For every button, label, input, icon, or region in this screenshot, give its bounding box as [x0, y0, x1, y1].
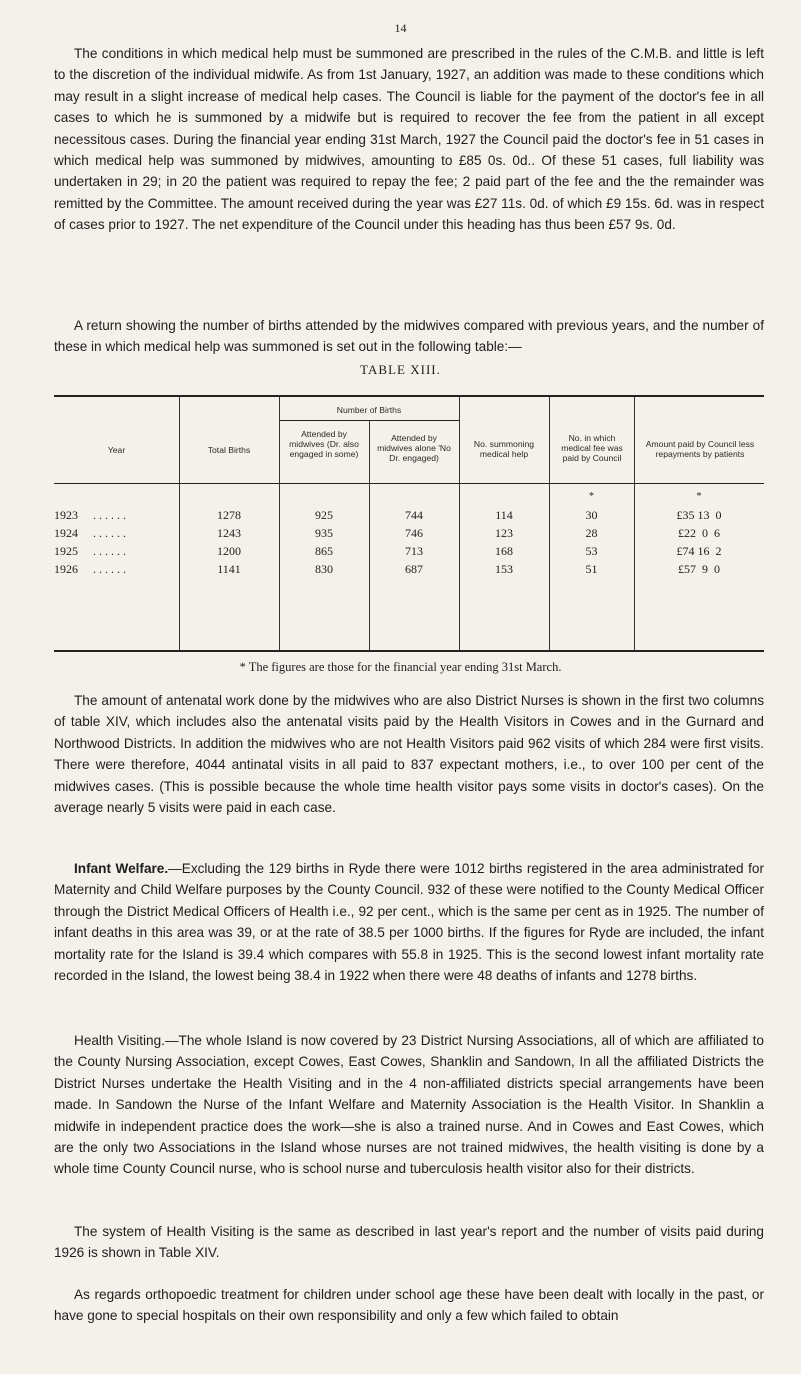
fee-footnote-marker: *	[589, 491, 594, 502]
column-divider	[549, 397, 550, 650]
table-top-rule	[54, 395, 764, 397]
cell-summoning: 123	[495, 526, 513, 540]
cell-fee-paid: 51	[585, 562, 598, 576]
column-divider	[459, 397, 460, 650]
cell-alone: 687	[405, 562, 423, 576]
cell-alone: 746	[405, 526, 423, 540]
cell-total-births: 1278	[217, 508, 241, 522]
births-table	[54, 395, 764, 652]
leader-dots: . . . . . .	[93, 562, 126, 576]
cell-summoning: 114	[495, 508, 513, 522]
cell-fee-paid: 53	[585, 544, 598, 558]
leader-dots: . . . . . .	[93, 508, 126, 522]
header-fee-paid: No. in which medical fee was paid by Council	[561, 433, 623, 463]
cell-fee-paid: 30	[585, 508, 598, 522]
amount-footnote-marker: *	[696, 491, 702, 502]
paragraph-return-intro: A return showing the number of births attended by the midwives compared with previous years, and the number of these in which medical help was summoned is set out in the following table:—	[54, 318, 764, 355]
paragraph-orthopoedic: As regards orthopoedic treatment for children under school age these have been dealt with locally in the past, or have gone to special hospitals on their own responsibility and only a few which failed to obtain	[54, 1287, 764, 1324]
cell-attended: 925	[315, 508, 333, 522]
column-divider	[279, 397, 280, 650]
cell-total-births: 1141	[217, 562, 241, 576]
column-divider	[634, 397, 635, 650]
header-total-births: Total Births	[207, 445, 251, 455]
column-divider	[179, 397, 180, 650]
header-amount-paid: Amount paid by Council less repayments by patients	[645, 439, 755, 459]
cell-total-births: 1200	[217, 544, 241, 558]
cell-total-births: 1243	[217, 526, 241, 540]
cell-attended: 830	[315, 562, 333, 576]
header-summoning-help: No. summoning medical help	[473, 439, 535, 459]
cell-amount: £57 9 0	[678, 562, 720, 576]
cell-amount: £35 13 0	[676, 508, 722, 522]
heading-infant-welfare: Infant Welfare.	[74, 861, 169, 876]
header-attended-by-midwives: Attended by midwives (Dr. also engaged in some)	[289, 429, 359, 459]
table-caption: TABLE XIII.	[360, 362, 441, 377]
header-bottom-rule	[54, 483, 764, 484]
paragraph-visit-system: The system of Health Visiting is the same as described in last year's report and the number of visits paid during 1926 is shown in Table XIV.	[54, 1224, 764, 1261]
cell-summoning: 153	[495, 562, 513, 576]
paragraph-health-visiting: Health Visiting.—The whole Island is now covered by 23 District Nursing Associations, all of which are affiliated to the County Nursing Association, except Cowes, East Cowes, Shanklin and Sandown, In all the affiliated Districts the District Nurses undertake the Health Visiting and in the 4 non-affiliated districts special arrangements have been made. In Sandown the Nurse of the Infant Welfare and Maternity Association is the Health Visitor. In Shanklin a midwife in independent practice does the work—she is also a trained nurse. And in Cowes and East Cowes, which are the only two Associations in the Island whose nurses are not trained midwives, the health visiting is done by a whole time County Council nurse, who is school nurse and tuberculosis health visitor also for their districts.	[54, 1033, 764, 1177]
cell-fee-paid: 28	[585, 526, 598, 540]
cell-year: 1923 . . . . . .	[54, 508, 126, 522]
cell-attended: 865	[315, 544, 333, 558]
leader-dots: . . . . . .	[93, 544, 126, 558]
cell-summoning: 168	[495, 544, 513, 558]
table-bottom-rule	[54, 650, 764, 652]
header-year: Year	[107, 445, 126, 455]
paragraph-antenatal-work: The amount of antenatal work done by the midwives who are also District Nurses is shown in the first two columns of table XIV, which includes also the antenatal visits paid by the Health Visitors in Cowes and in the Gurnard and Northwood Districts. In addition the midwives who are not Health Visitors paid 962 visits of which 284 were first visits. There were therefore, 4044 antinatal visits in all paid to 837 expectant mothers, i.e., to over 100 per cent of the midwives cases. (This is possible because the whole time health visitor pays some visits in doctor's cases). On the average nearly 5 visits were paid in each case.	[54, 693, 764, 816]
cell-alone: 744	[405, 508, 423, 522]
cell-year: 1925 . . . . . .	[54, 544, 126, 558]
leader-dots: . . . . . .	[93, 526, 126, 540]
cell-year: 1924 . . . . . .	[54, 526, 126, 540]
header-attended-alone: Attended by midwives alone 'No Dr. engaged)	[377, 433, 451, 463]
cell-year: 1926 . . . . . .	[54, 562, 126, 576]
cell-alone: 713	[405, 544, 423, 558]
table-footnote: * The figures are those for the financial year ending 31st March.	[239, 660, 562, 674]
cell-amount: £22 0 6	[678, 526, 720, 540]
paragraph-medical-help: The conditions in which medical help must be summoned are prescribed in the rules of the C.M.B. and little is left to the discretion of the individual midwife. As from 1st January, 1927, an addition was made to these conditions which may result in a slight increase of medical help cases. The Council is liable for the payment of the doctor's fee in all cases to which he is summoned by a midwife but is required to recover the fee from the patient in all except necessitous cases. During the financial year ending 31st March, 1927 the Council paid the doctor's fee in 51 cases in which medical help was summoned by midwives, amounting to £85 0s. 0d.. Of these 51 cases, full liability was undertaken in 29; in 20 the patient was required to repay the fee; 2 paid part of the fee and the the remainder was remitted by the Committee. The amount received during the year was £27 11s. 0d. of which £9 15s. 6d. was in respect of cases prior to 1927. The net expenditure of the Council under this heading has thus been £57 9s. 0d.	[54, 46, 764, 233]
page-number: 14	[394, 21, 407, 35]
cell-amount: £74 16 2	[676, 544, 722, 558]
cell-attended: 935	[315, 526, 333, 540]
header-number-of-births: Number of Births	[336, 405, 402, 415]
paragraph-infant-welfare: Infant Welfare.—Excluding the 129 births in Ryde there were 1012 births registered in the area administrated for Maternity and Child Welfare purposes by the County Council. 932 of these were notified to the County Medical Officer through the District Medical Officers of Health i.e., 92 per cent., which is the same per cent as in 1925. The number of infant deaths in this area was 39, or at the rate of 38.5 per 1000 births. If the figures for Ryde are included, the infant mortality rate for the Island is 39.4 which compares with 55.8 in 1925. This is the second lowest infant mortality rate recorded in the Island, the lowest being 38.4 in 1922 when there were 48 deaths of infants and 1278 births.	[54, 861, 764, 984]
